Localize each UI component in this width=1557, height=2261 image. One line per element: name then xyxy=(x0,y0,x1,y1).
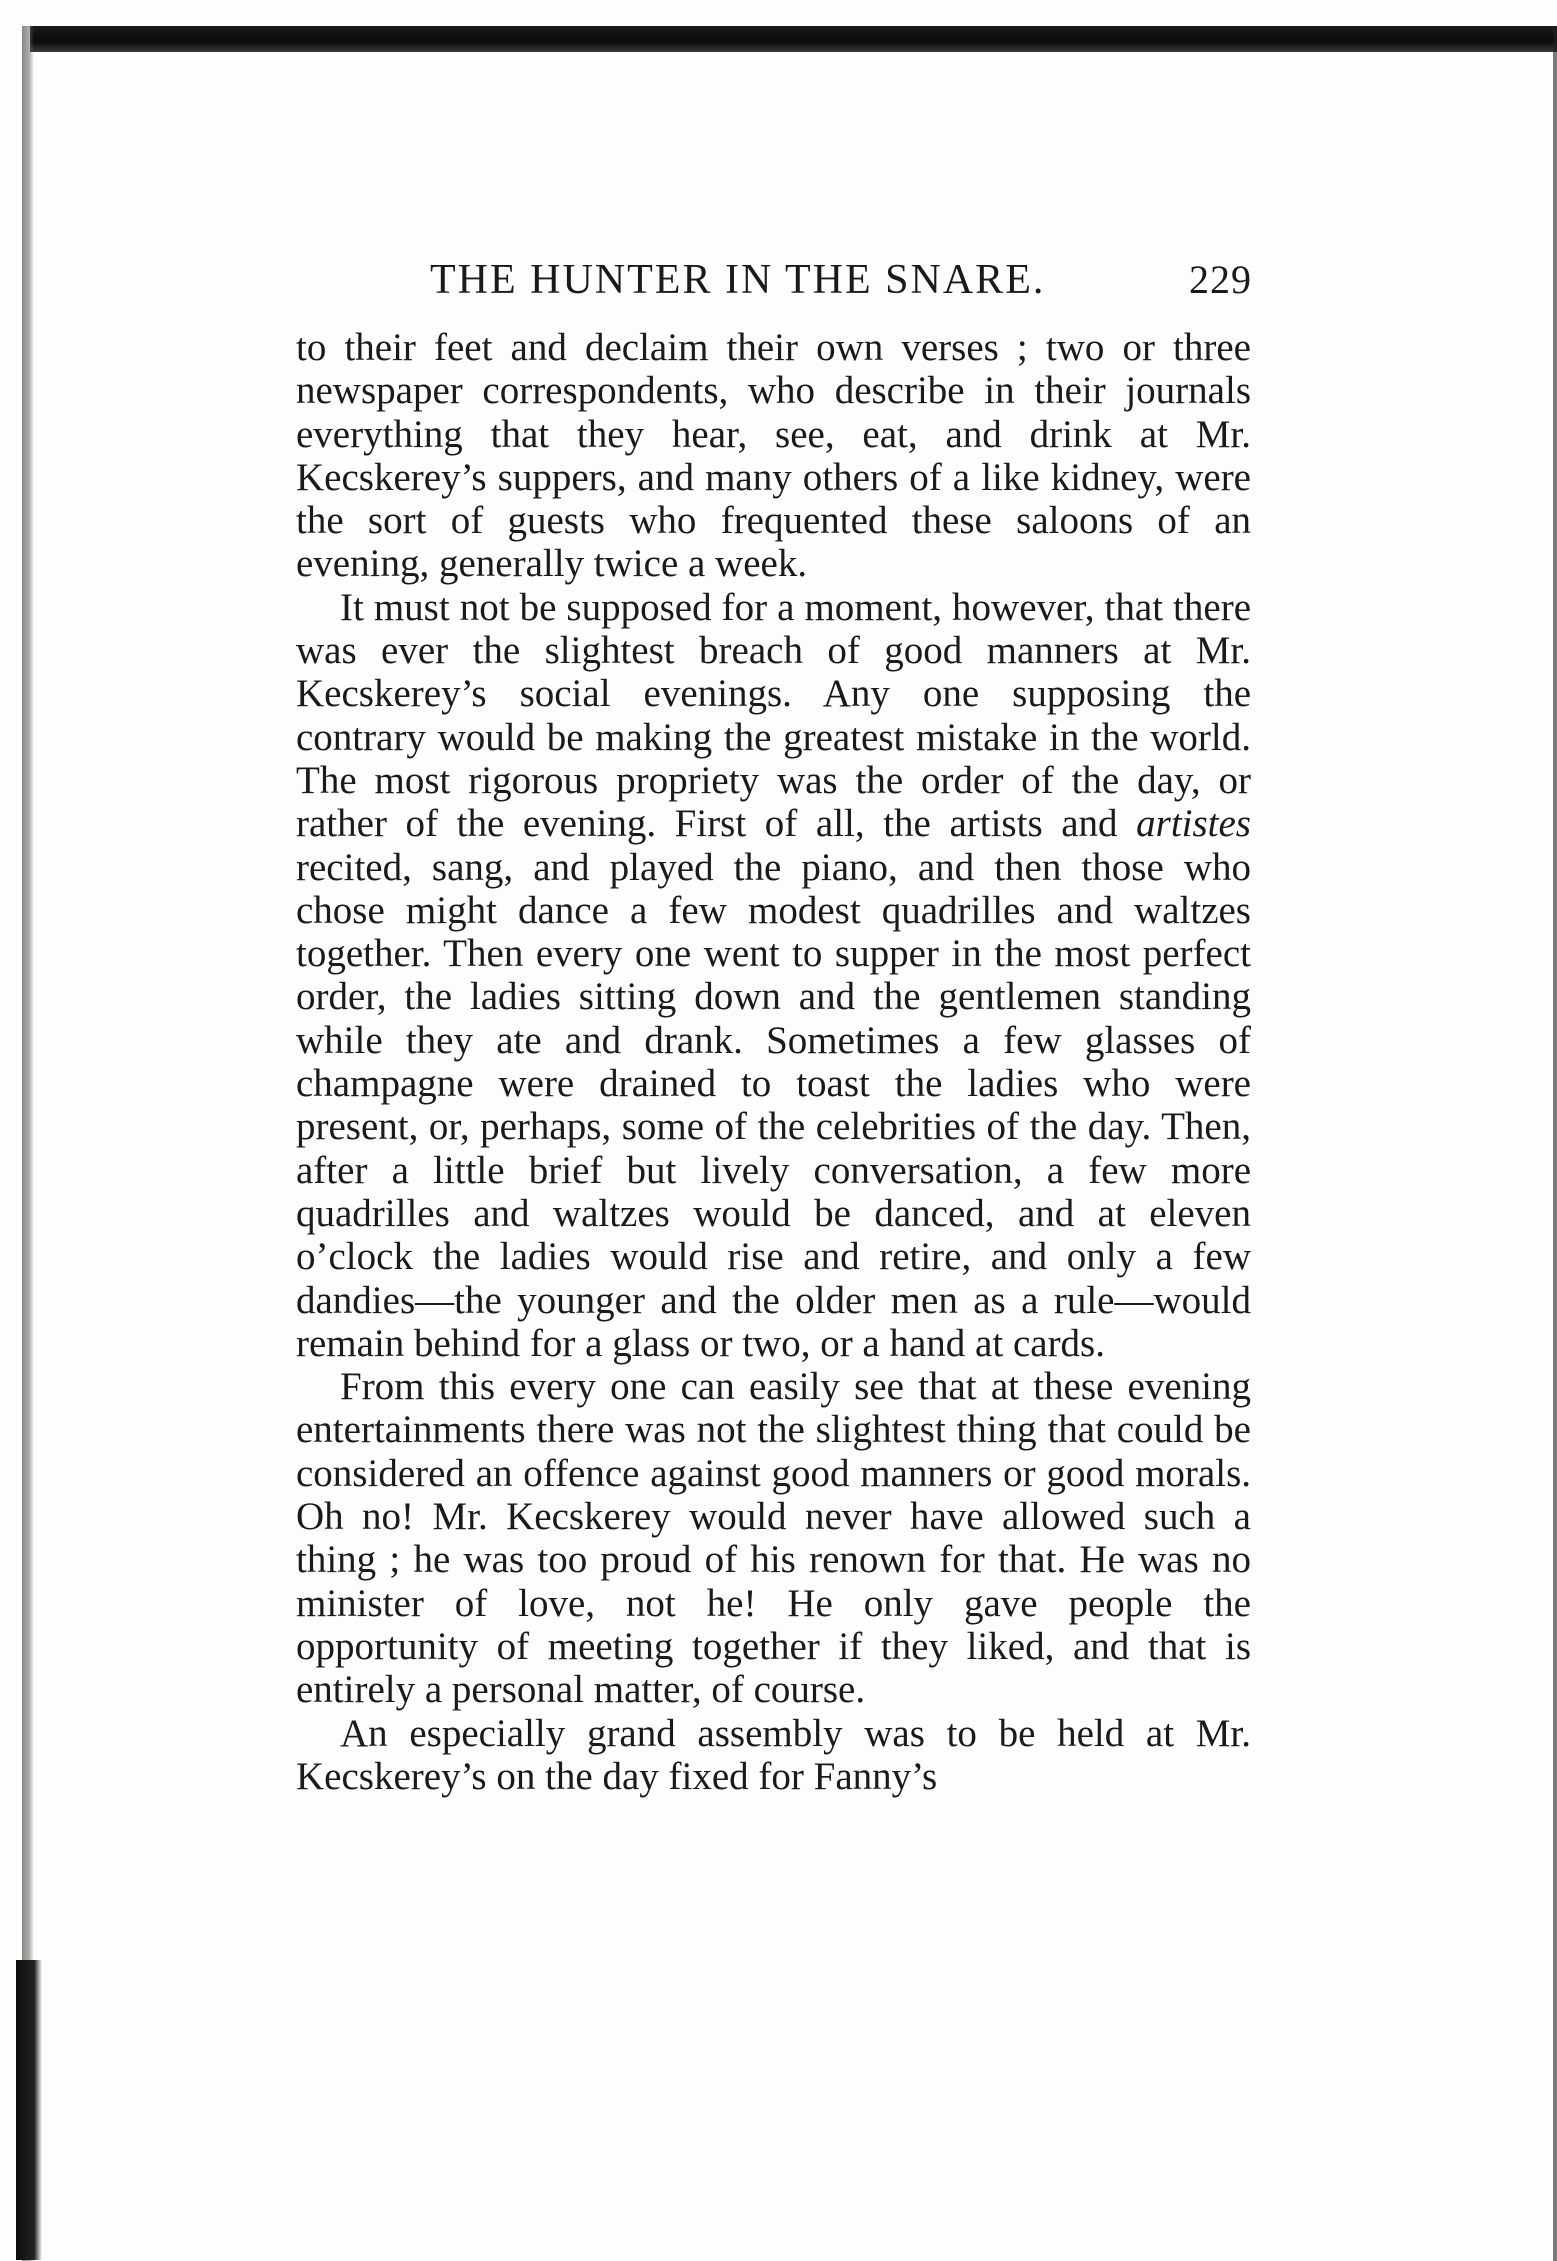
paragraph-2-part-b: recited, sang, and played the piano, and then those who chose might dance a few modest quadrilles and waltzes together. Then every one went to supper in the most perfect order, the ladies sitting down and the gentlemen standing while they ate and drank. Sometimes a few glasses of champagne were drained to toast the ladies who were present, or, perhaps, some of the celebrities of the day. Then, after a little brief but lively conversation, a few more quadrilles and waltzes would be danced, and at eleven o’clock the ladies would rise and retire, and only a few dandies—the younger and the older men as a rule—would remain behind for a glass or two, or a hand at cards. xyxy=(296,845,1251,1365)
scan-left-shadow xyxy=(16,1960,42,2260)
scan-top-border xyxy=(30,26,1557,52)
paragraph-1: to their feet and declaim their own verses ; two or three newspaper correspondents, who describe in their journals everything that they hear, see, eat, and drink at Mr. Kecskerey’s suppers, and many others of a like kidney, were the sort of guests who frequented these saloons of an evening, generally twice a week. xyxy=(296,326,1251,586)
running-title: THE HUNTER IN THE SNARE. xyxy=(430,257,1046,303)
paragraph-3: From this every one can easily see that at these evening entertainments there was not the slightest thing that could be considered an offence against good manners or good morals. Oh no! Mr. Kecskerey would never have allowed such a thing ; he was too proud of his renown for that. He was no minister of love, not he! He only gave people the opportunity of meeting together if they liked, and that is entirely a personal matter, of course. xyxy=(296,1365,1251,1712)
scan-left-border xyxy=(22,26,34,2261)
running-head xyxy=(300,250,1260,310)
italic-word: artistes xyxy=(1136,802,1251,846)
scan-right-border xyxy=(1553,26,1557,2261)
paragraph-2 xyxy=(296,586,1251,1365)
paragraph-2-part-a: It must not be supposed for a moment, however, that there was ever the slightest breach of good manners at Mr. Kecskerey’s social evenings. Any one supposing the contrary would be making the greatest mistake in the world. The most rigorous propriety was the order of the day, or rather of the evening. First of all, the artists and xyxy=(296,585,1251,846)
body-text xyxy=(296,326,1251,1798)
paragraph-4: An especially grand assembly was to be held at Mr. Kecskerey’s on the day fixed for Fanny’s xyxy=(296,1711,1251,1798)
page-number: 229 xyxy=(1189,257,1252,302)
